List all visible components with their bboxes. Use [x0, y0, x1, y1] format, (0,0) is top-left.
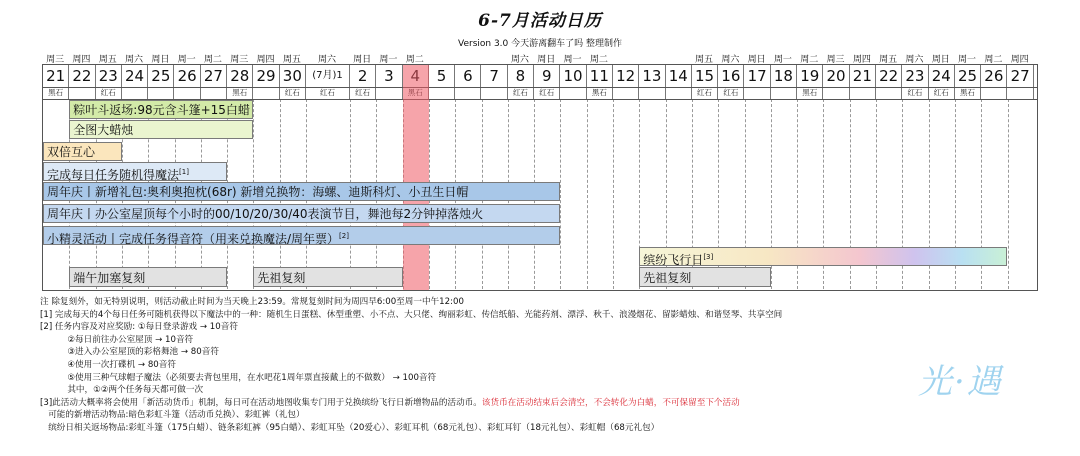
- stone-note-cell: 黑石: [227, 87, 253, 99]
- event-bar: [43, 226, 560, 245]
- event-label: 周年庆丨办公室屋顶每个小时的00/10/20/30/40表演节目，舞池每2分钟掉落烛火: [47, 207, 484, 221]
- event-label: 双倍互心: [47, 145, 96, 159]
- stone-note-cell: [175, 87, 201, 99]
- stone-note-cell: [613, 87, 639, 99]
- stone-note-cell: 红石: [718, 87, 744, 99]
- weekday-label: 周三: [826, 55, 845, 65]
- event-bar: [69, 120, 253, 139]
- weekday-label: 周六: [905, 55, 924, 65]
- weekday-label: 周日: [151, 55, 170, 65]
- weekday-label: 周日: [537, 55, 556, 65]
- event-label: 粽叶斗返场:98元含斗篷+15白蜡: [73, 103, 250, 117]
- event-bar: [43, 204, 560, 223]
- date-cell: 23: [902, 65, 928, 87]
- date-cell: 17: [745, 65, 771, 87]
- footnotes: [40, 296, 782, 435]
- stone-note-cell: 红石: [534, 87, 560, 99]
- weekday-label: 周日: [747, 55, 766, 65]
- stone-note-cell: [148, 87, 174, 99]
- note-3: [3]此活动大概率将会使用「新活动货币」机制，每日可在活动地图收集专门用于兑换缤纷飞行日新增物品的活动币。: [40, 397, 482, 408]
- date-cell: 22: [69, 65, 95, 87]
- date-cell: 24: [929, 65, 955, 87]
- event-bar: [43, 182, 560, 201]
- date-cell: 9: [534, 65, 560, 87]
- weekday-label: 周一: [563, 55, 582, 65]
- calendar-title: 6-7月活动日历: [478, 11, 602, 31]
- date-cell: 26: [981, 65, 1007, 87]
- weekday-label: 周一: [379, 55, 398, 65]
- date-cell: 2: [350, 65, 376, 87]
- weekday-label: 周二: [984, 55, 1003, 65]
- stone-note-cell: [823, 87, 849, 99]
- date-cell: 19: [797, 65, 823, 87]
- note-general: 注 除复刻外，如无特别说明，则活动截止时间为当天晚上23:59。常规复刻时间为周四早6:00至周一中午12:00: [40, 297, 464, 307]
- day-divider: [1008, 99, 1009, 289]
- date-cell: 13: [639, 65, 665, 87]
- event-label: 全图大蜡烛: [73, 123, 134, 137]
- weekday-label: 周五: [98, 55, 117, 65]
- date-cell: 21: [43, 65, 69, 87]
- weekday-label: 周四: [72, 55, 91, 65]
- date-cell: 16: [718, 65, 744, 87]
- grid-line: [43, 87, 1037, 88]
- weekday-label: 周三: [230, 55, 249, 65]
- weekday-label: 周五: [282, 55, 301, 65]
- rerun-event-bar: [69, 267, 227, 287]
- event-bar: [639, 247, 1007, 266]
- note-2-item4: ④使用一次打碟机 → 80音符: [40, 359, 176, 370]
- weekday-label: 周四: [1010, 55, 1029, 65]
- weekday-label: 周五: [695, 55, 714, 65]
- weekday-label: 周六: [317, 55, 336, 65]
- sky-logo: 光·遇: [918, 362, 1003, 402]
- stone-note-cell: 红石: [96, 87, 122, 99]
- weekday-label: 周四: [852, 55, 871, 65]
- event-label: 小精灵活动丨完成任务得音符（用来兑换魔法/周年票）: [47, 232, 340, 245]
- stone-note-cell: 黑石: [587, 87, 613, 99]
- stone-note-cell: [429, 87, 455, 99]
- date-cell: 12: [613, 65, 639, 87]
- note-3-return-items: 缤纷日相关返场物品:彩虹斗篷（175白蜡）、链条彩虹裤（95白蜡）、彩虹耳坠（20爱心）、彩虹耳机（68元礼包）、彩虹耳钉（18元礼包）、彩虹帽（68元礼包）: [40, 422, 660, 433]
- day-divider: [587, 99, 588, 289]
- date-cell: 22: [876, 65, 902, 87]
- date-cell: 15: [692, 65, 718, 87]
- calendar-grid: [42, 64, 1038, 291]
- event-label: 周年庆丨新增礼包:奥利奥抱枕(68r) 新增兑换物：海螺、迪斯科灯、小丑生日帽: [47, 185, 469, 199]
- footnote-ref: [1]: [179, 168, 189, 176]
- stone-note-cell: [745, 87, 771, 99]
- event-bar: [69, 100, 253, 119]
- weekday-label: 周二: [800, 55, 819, 65]
- stone-note-cell: [639, 87, 665, 99]
- date-cell: 30: [280, 65, 306, 87]
- version-subtitle: Version 3.0 今天游离翻车了吗 整理制作: [458, 39, 622, 49]
- stone-note-cell: 红石: [929, 87, 955, 99]
- date-cell: 5: [429, 65, 455, 87]
- weekday-label: 周一: [958, 55, 977, 65]
- weekday-label: 周三: [46, 55, 65, 65]
- date-cell: 14: [666, 65, 692, 87]
- date-cell: 23: [96, 65, 122, 87]
- date-cell: 29: [253, 65, 279, 87]
- date-cell: 6: [455, 65, 481, 87]
- stone-note-cell: [455, 87, 481, 99]
- weekday-label: 周六: [721, 55, 740, 65]
- date-cell: 10: [560, 65, 586, 87]
- weekday-label: 周六: [510, 55, 529, 65]
- note-3-warning: 该货币在活动结束后会清空，不会转化为白蜡，不可保留至下个活动: [481, 397, 740, 408]
- date-cell: 11: [587, 65, 613, 87]
- stone-note-cell: 黑石: [797, 87, 823, 99]
- weekday-label: 周二: [589, 55, 608, 65]
- rerun-event-bar: [639, 267, 771, 287]
- today-highlight: [403, 65, 429, 290]
- event-label: 先祖复刻: [257, 271, 306, 285]
- stone-note-cell: [560, 87, 586, 99]
- date-cell: 25: [955, 65, 981, 87]
- stone-note-cell: [253, 87, 279, 99]
- stone-note-cell: [981, 87, 1007, 99]
- date-cell: 8: [508, 65, 534, 87]
- date-cell: 25: [148, 65, 174, 87]
- weekday-label: 周四: [256, 55, 275, 65]
- date-cell: 18: [771, 65, 797, 87]
- stone-note-cell: [771, 87, 797, 99]
- date-cell: (7月)1: [306, 65, 350, 87]
- day-divider: [560, 99, 561, 289]
- date-cell: 7: [482, 65, 508, 87]
- weekday-label: 周二: [405, 55, 424, 65]
- note-2-item2: ②每日前往办公室屋顶 → 10音符: [40, 334, 194, 345]
- footnote-ref: [3]: [703, 253, 714, 261]
- weekday-label: 周一: [773, 55, 792, 65]
- note-2-item3: ③进入办公室屋顶的彩格舞池 → 80音符: [40, 347, 219, 358]
- event-label: 端午加塞复刻: [73, 271, 146, 285]
- weekday-label: 周二: [203, 55, 222, 65]
- event-label: 完成每日任务随机得魔法: [47, 168, 180, 181]
- stone-note-cell: 黑石: [955, 87, 981, 99]
- stone-note-cell: 红石: [306, 87, 350, 99]
- stone-note-cell: [201, 87, 227, 99]
- stone-note-cell: [850, 87, 876, 99]
- note-2: [2] 任务内容及对应奖励: ①每日登录游戏 → 10音符: [40, 322, 238, 333]
- note-3-new-items: 可能的新增活动物品:暗色彩虹斗篷（活动币兑换）、彩虹裤（礼包）: [40, 410, 305, 421]
- footnote-ref: [2]: [339, 232, 349, 240]
- stone-note-cell: [1008, 87, 1034, 99]
- date-cell: 24: [122, 65, 148, 87]
- date-cell: 26: [175, 65, 201, 87]
- stone-note-cell: 红石: [902, 87, 928, 99]
- stone-note-cell: 红石: [508, 87, 534, 99]
- note-2-item5: ⑤使用三种气球帽子魔法（必须要去背包里用，在水吧花1周年票直接戴上的不做数） → 100音符: [40, 372, 437, 383]
- date-cell: 20: [823, 65, 849, 87]
- event-bar: [43, 142, 122, 161]
- date-cell: 3: [376, 65, 402, 87]
- weekday-label: 周日: [353, 55, 372, 65]
- date-cell: 27: [1008, 65, 1034, 87]
- event-bar: [43, 162, 227, 181]
- stone-note-cell: [876, 87, 902, 99]
- stone-note-cell: [666, 87, 692, 99]
- stone-note-cell: 黑石: [43, 87, 69, 99]
- event-label: 先祖复刻: [643, 271, 692, 285]
- date-cell: 27: [201, 65, 227, 87]
- date-cell: 28: [227, 65, 253, 87]
- rerun-event-bar: [253, 267, 402, 287]
- date-cell: 21: [850, 65, 876, 87]
- weekday-label: 周一: [177, 55, 196, 65]
- stone-note-cell: 红石: [350, 87, 376, 99]
- stone-note-cell: [122, 87, 148, 99]
- stone-note-cell: [376, 87, 402, 99]
- stone-note-cell: 红石: [692, 87, 718, 99]
- day-divider: [613, 99, 614, 289]
- stone-note-cell: [482, 87, 508, 99]
- weekday-label: 周日: [931, 55, 950, 65]
- stone-note-cell: [69, 87, 95, 99]
- event-label: 缤纷飞行日: [643, 253, 704, 266]
- note-2-remark: 其中，①②两个任务每天都可做一次: [40, 385, 204, 396]
- weekday-label: 周六: [125, 55, 144, 65]
- stone-note-cell: 红石: [280, 87, 306, 99]
- note-1: [1] 完成每天的4个每日任务可随机获得以下魔法中的一种：随机生日蛋糕、休型重塑、小不点、大只佬、绚丽彩虹、传信纸船、光能药剂、漂浮、秋千、浪漫烟花、留影蜡烛、和谐竖琴、共享空间: [40, 309, 783, 320]
- weekday-label: 周五: [879, 55, 898, 65]
